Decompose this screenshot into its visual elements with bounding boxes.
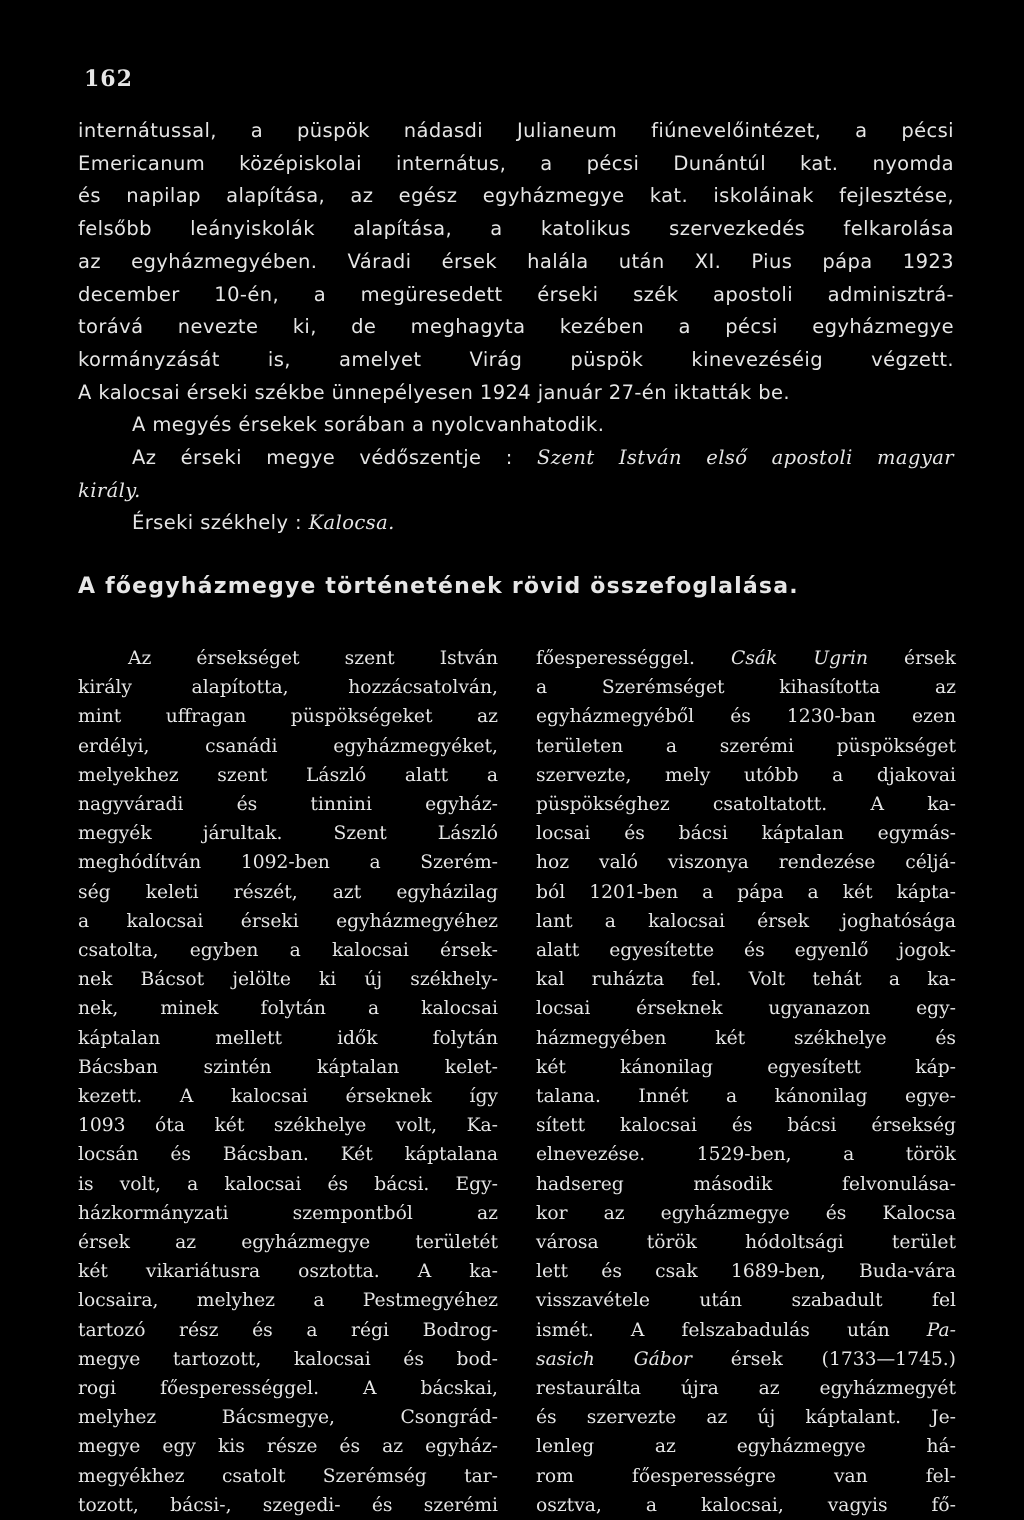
- column-line: csatolta, egyben a kalocsai érsek-: [78, 940, 498, 962]
- column-line: lett és csak 1689-ben, Buda-vára: [536, 1261, 956, 1283]
- left-column: [78, 644, 498, 1520]
- column-line: nek Bácsot jelölte ki új székhely-: [78, 969, 498, 991]
- column-line: locsai és bácsi káptalan egymás-: [536, 823, 956, 845]
- person-name: Pa-: [926, 1319, 956, 1341]
- column-line: alatt egyesítette és egyenlő jogok-: [536, 940, 956, 962]
- column-line: a Szerémséget kihasította az: [536, 677, 956, 699]
- intro-line: internátussal, a püspök nádasdi Julianeum fiúnevelőintézet, a pécsi: [78, 119, 954, 142]
- column-line: talana. Innét a kánonilag egye-: [536, 1086, 956, 1108]
- column-line: lant a kalocsai érsek joghatósága: [536, 910, 956, 932]
- column-line: visszavétele után szabadult fel: [536, 1290, 956, 1312]
- column-line: locsai érseknek ugyanazon egy-: [536, 998, 956, 1020]
- column-line: [536, 1345, 956, 1374]
- column-line: melyhez Bácsmegye, Csongrád-: [78, 1407, 498, 1429]
- seat-value: Kalocsa.: [308, 511, 395, 535]
- column-line: hoz való viszonya rendezése céljá-: [536, 852, 956, 874]
- intro-line: és napilap alapítása, az egész egyházmegye kat. iskoláinak fejlesztése,: [78, 184, 954, 208]
- column-line: restaurálta újra az egyházmegyét: [536, 1378, 956, 1400]
- column-line: városa török hódoltsági terület: [536, 1232, 956, 1254]
- column-line: 1093 óta két székhelye volt, Ka-: [78, 1115, 498, 1137]
- column-line: a kalocsai érseki egyházmegyéhez: [78, 910, 498, 932]
- column-line: kal ruházta fel. Volt tehát a ka-: [536, 969, 956, 991]
- intro-line: kormányzását is, amelyet Virág püspök kinevezéséig végzett.: [78, 347, 954, 371]
- column-line: [536, 1316, 956, 1345]
- column-text: ismét. A felszabadulás után: [536, 1319, 890, 1341]
- column-line: Bácsban szintén káptalan kelet-: [78, 1056, 498, 1078]
- intro-line: A kalocsai érseki székbe ünnepélyesen 1924 január 27-én iktatták be.: [78, 380, 790, 404]
- column-line: nek, minek folytán a kalocsai: [78, 998, 498, 1020]
- column-line: szervezte, mely utóbb a djakovai: [536, 764, 956, 786]
- patron-value-end: király.: [78, 478, 141, 502]
- column-line: érsek az egyházmegye területét: [78, 1232, 498, 1254]
- column-line: Az érsekséget szent István: [128, 648, 498, 669]
- seat-label: Érseki székhely :: [132, 511, 302, 535]
- intro-line: az egyházmegyében. Váradi érsek halála után XI. Pius pápa 1923: [78, 249, 954, 273]
- patron-label: Az érseki megye védőszentje :: [132, 446, 513, 470]
- column-line: locsán és Bácsban. Két káptalana: [78, 1144, 498, 1166]
- column-line: megyék járultak. Szent László: [78, 823, 498, 845]
- column-line: is volt, a kalocsai és bácsi. Egy-: [78, 1173, 498, 1195]
- column-line: rogi főesperességgel. A bácskai,: [78, 1378, 498, 1400]
- patron-line: [78, 442, 954, 475]
- column-line: kezett. A kalocsai érseknek így: [78, 1086, 498, 1108]
- intro-line: december 10-én, a megüresedett érseki szék apostoli adminisztrá-: [78, 282, 954, 306]
- column-line: területen a szerémi püspökséget: [536, 735, 956, 757]
- column-line: kor az egyházmegye és Kalocsa: [536, 1202, 956, 1224]
- column-line: erdélyi, csanádi egyházmegyéket,: [78, 735, 498, 757]
- column-line: [536, 644, 956, 673]
- person-name: sasich Gábor: [536, 1348, 692, 1370]
- column-line: meghódítván 1092-ben a Szerém-: [78, 852, 498, 874]
- column-text: főesperességgel.: [536, 648, 695, 669]
- column-line: király alapította, hozzácsatolván,: [78, 677, 498, 699]
- column-line: két kánonilag egyesített káp-: [536, 1056, 956, 1078]
- intro-line: Emericanum középiskolai internátus, a pécsi Dunántúl kat. nyomda: [78, 151, 954, 175]
- person-name: Csák Ugrin: [731, 648, 869, 669]
- order-line: A megyés érsekek sorában a nyolcvanhatodik.: [132, 413, 605, 437]
- column-line: házkormányzati szempontból az: [78, 1202, 498, 1224]
- column-line: mint uffragan püspökségeket az: [78, 706, 498, 728]
- column-line: osztva, a kalocsai, vagyis fő-: [536, 1494, 956, 1516]
- column-line: hadsereg második felvonulása-: [536, 1173, 956, 1195]
- page-number: 162: [84, 66, 133, 92]
- column-line: nagyváradi és tinnini egyház-: [78, 794, 498, 816]
- right-column: [536, 644, 956, 1520]
- column-line: ból 1201-ben a pápa a két kápta-: [536, 881, 956, 903]
- column-line: megye egy kis része és az egyház-: [78, 1436, 498, 1458]
- column-line: tartozó rész és a régi Bodrog-: [78, 1319, 498, 1341]
- column-line: locsaira, melyhez a Pestmegyéhez: [78, 1290, 498, 1312]
- column-line: tozott, bácsi-, szegedi- és szerémi: [78, 1494, 498, 1516]
- patron-value: Szent István első apostoli magyar: [536, 446, 954, 470]
- intro-line: felsőbb leányiskolák alapítása, a katolikus szervezkedés felkarolása: [78, 217, 954, 241]
- column-line: elnevezése. 1529-ben, a török: [536, 1144, 956, 1166]
- intro-line: torává nevezte ki, de meghagyta kezében a pécsi egyházmegye: [78, 315, 954, 339]
- column-line: rom főesperességre van fel-: [536, 1465, 956, 1487]
- column-line: püspökséghez csatoltatott. A ka-: [536, 794, 956, 816]
- column-text: érsek (1733—1745.): [730, 1348, 956, 1370]
- column-line: lenleg az egyházmegye há-: [536, 1436, 956, 1458]
- column-line: házmegyében két székhelye és: [536, 1027, 956, 1049]
- column-line: megyékhez csatolt Szerémség tar-: [78, 1465, 498, 1487]
- seat-line: [78, 507, 954, 540]
- column-line: káptalan mellett idők folytán: [78, 1027, 498, 1049]
- column-line: sített kalocsai és bácsi érsekség: [536, 1115, 956, 1137]
- column-line: két vikariátusra osztotta. A ka-: [78, 1261, 498, 1283]
- column-line: melyekhez szent László alatt a: [78, 764, 498, 786]
- intro-paragraph: [78, 115, 954, 540]
- column-line: és szervezte az új káptalant. Je-: [536, 1407, 956, 1429]
- column-line: megye tartozott, kalocsai és bod-: [78, 1348, 498, 1370]
- section-heading: A főegyházmegye történetének rövid összefoglalása.: [78, 574, 799, 599]
- column-line: ség keleti részét, azt egyházilag: [78, 881, 498, 903]
- column-line: egyházmegyéből és 1230-ban ezen: [536, 706, 956, 728]
- patron-line-continued: [78, 475, 954, 508]
- column-text: érsek: [904, 648, 956, 669]
